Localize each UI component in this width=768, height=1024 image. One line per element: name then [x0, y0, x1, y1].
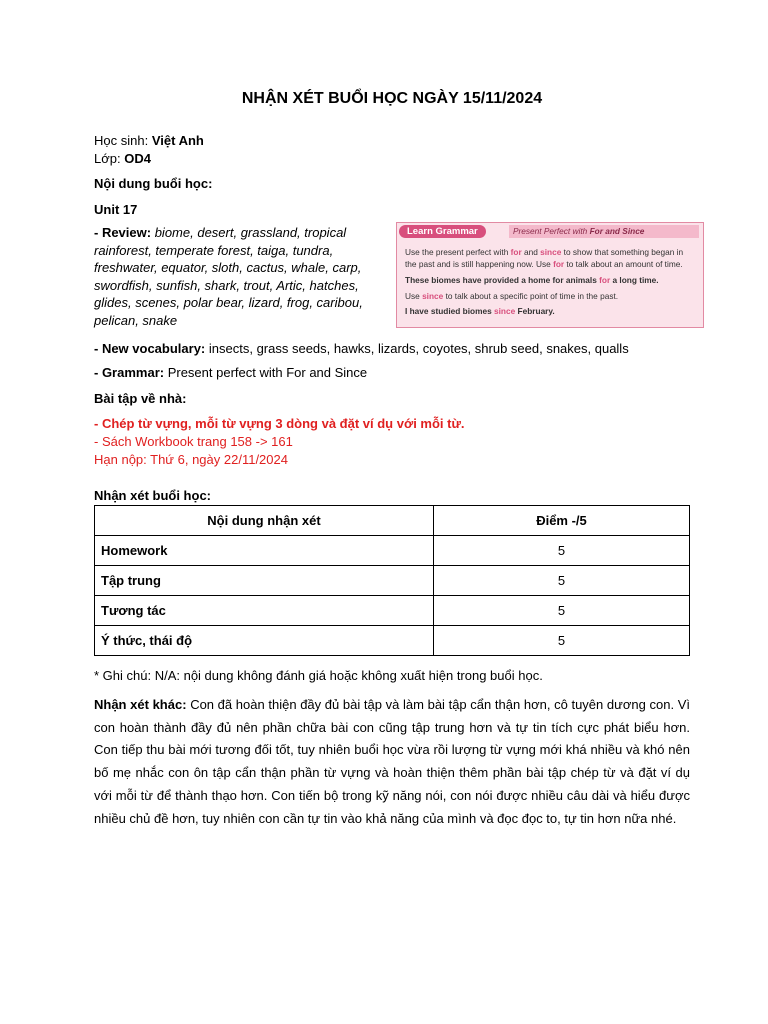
student-label: Học sinh:	[94, 133, 149, 148]
learn-grammar-badge: Learn Grammar	[399, 225, 486, 238]
class-label: Lớp:	[94, 151, 121, 166]
table-cell-score: 5	[434, 596, 690, 626]
grammar-box	[396, 222, 704, 328]
grammar-box-subtitle: Present Perfect with For and Since	[509, 225, 699, 238]
table-header-row	[95, 506, 690, 536]
grammar-box-example: These biomes have provided a home for animals for a long time.	[405, 275, 659, 285]
class-line	[94, 150, 151, 167]
table-row	[95, 536, 690, 566]
new-vocab-label: - New vocabulary:	[94, 341, 206, 356]
grammar-box-example: I have studied biomes since February.	[405, 306, 555, 316]
grammar-text: Present perfect with For and Since	[167, 365, 368, 380]
student-name: Việt Anh	[151, 133, 204, 148]
review-heading: Nhận xét buổi học:	[94, 488, 211, 503]
table-header: Điểm -/5	[434, 506, 690, 536]
grammar-box-line: Use since to talk about a specific point of time in the past.	[405, 291, 619, 301]
other-comments-text: Con đã hoàn thiện đầy đủ bài tập và làm bài tập cẩn thận hơn, cô tuyên dương con. Vì con hoàn thành đầy đủ nên phần chữa bài con cũng tập trung hơn và tự tin tích cực phát biểu hơn. Con tiếp thu bài mới tương đối tốt, tuy nhiên buổi học vừa rồi lượng từ vựng mới khá nhiều và khó nên bố mẹ nhắc con ôn tập cẩn thận phần từ vựng và hoàn thiện thêm phần bài tập chép từ và đặt ví dụ với mỗi từ để thành thạo hơn. Con tiến bộ trong kỹ năng nói, con nói được nhiều câu dài và hiểu được nhiều chủ đề hơn, tuy nhiên con cần tự tin vào khả năng của mình và đọc đọc to, tự tin hơn nữa nhé.	[94, 697, 690, 826]
grammar-box-header	[397, 223, 703, 240]
unit-label: Unit 17	[94, 202, 138, 217]
homework-heading: Bài tập về nhà:	[94, 391, 187, 406]
table-row	[95, 626, 690, 656]
table-row	[95, 566, 690, 596]
table-cell-score: 5	[434, 536, 690, 566]
content-heading: Nội dung buổi học:	[94, 176, 213, 191]
new-vocab-words: insects, grass seeds, hawks, lizards, coyotes, shrub seed, snakes, qualls	[208, 341, 629, 356]
table-cell-score: 5	[434, 626, 690, 656]
grammar-box-line: the past and is still happening now. Use for to talk about an amount of time.	[405, 259, 683, 269]
class-value: OD4	[124, 151, 151, 166]
review-table	[94, 505, 690, 656]
grammar-line	[94, 364, 367, 381]
table-row	[95, 596, 690, 626]
page-title: NHẬN XÉT BUỔI HỌC NGÀY 15/11/2024	[241, 90, 543, 107]
student-line	[94, 132, 204, 149]
homework-deadline: Hạn nộp: Thứ 6, ngày 22/11/2024	[94, 452, 288, 467]
new-vocab-line	[94, 340, 629, 357]
note: * Ghi chú: N/A: nội dung không đánh giá hoặc không xuất hiện trong buổi học.	[94, 668, 543, 683]
review-label: - Review:	[94, 225, 152, 240]
table-cell-score: 5	[434, 566, 690, 596]
other-comments	[94, 694, 690, 830]
homework-line-2: - Sách Workbook trang 158 -> 161	[94, 434, 293, 449]
table-cell-label: Ý thức, thái độ	[95, 626, 434, 656]
table-cell-label: Tập trung	[95, 566, 434, 596]
review-section	[94, 224, 376, 330]
table-cell-label: Tương tác	[95, 596, 434, 626]
grammar-label: - Grammar:	[94, 365, 165, 380]
grammar-box-line: Use the present perfect with for and since to show that something began in	[405, 247, 684, 257]
review-words: biome, desert, grassland, tropical rainforest, temperate forest, taiga, tundra, freshwater, equator, sloth, cactus, whale, carp, swordfish, sunfish, shark, trout, Artic, hatches, glides, scenes, polar bear, lizard, frog, caribou, pelican, snake	[94, 225, 363, 328]
table-cell-label: Homework	[95, 536, 434, 566]
homework-line-1: - Chép từ vựng, mỗi từ vựng 3 dòng và đặt ví dụ với mỗi từ.	[94, 416, 465, 431]
other-comments-label: Nhận xét khác:	[94, 697, 187, 712]
table-header: Nội dung nhận xét	[95, 506, 434, 536]
